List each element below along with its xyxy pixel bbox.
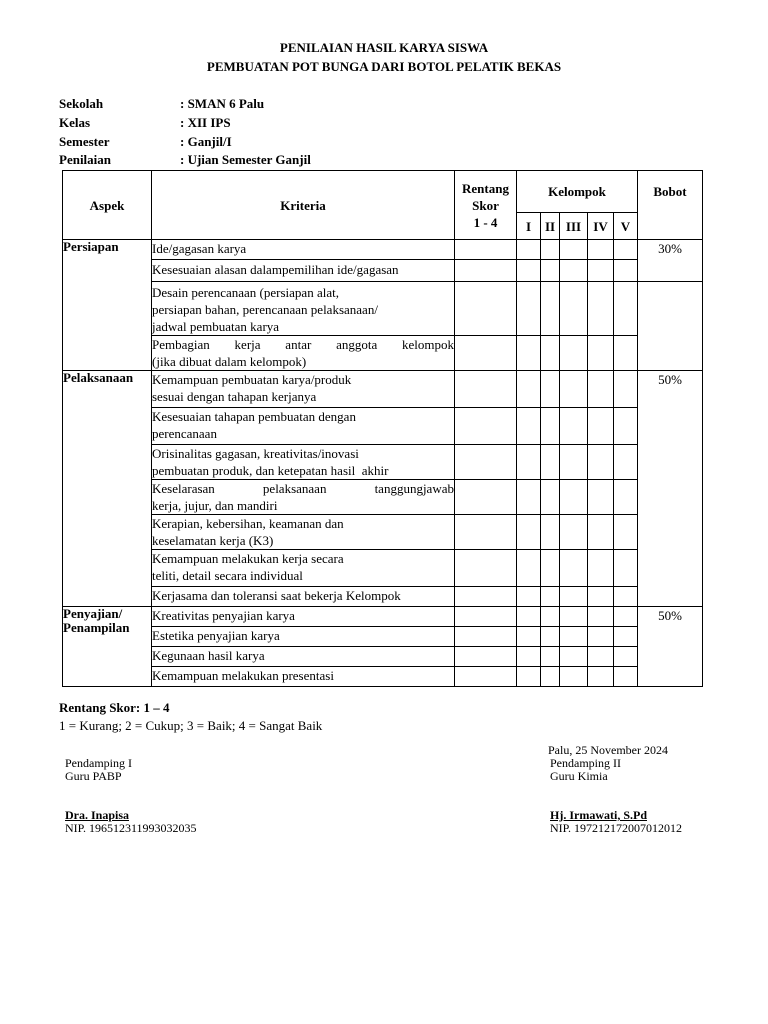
kriteria-line: Kesesuaian tahapan pembuatan dengan [152, 409, 356, 424]
group-cell[interactable] [517, 647, 541, 667]
legend-text: 1 = Kurang; 2 = Cukup; 3 = Baik; 4 = Sangat Baik [59, 718, 323, 733]
group-cell[interactable] [517, 627, 541, 647]
group-cell[interactable] [517, 260, 541, 282]
group-cell[interactable] [588, 515, 614, 550]
group-cell[interactable] [614, 408, 638, 445]
legend-heading: Rentang Skor: 1 – 4 [59, 700, 170, 715]
table-row [63, 627, 703, 647]
kriteria-cell [152, 587, 455, 607]
group-cell[interactable] [560, 647, 588, 667]
info-value: : XII IPS [180, 115, 231, 130]
group-cell[interactable] [560, 260, 588, 282]
group-cell[interactable] [541, 480, 560, 515]
group-cell[interactable] [517, 550, 541, 587]
group-cell[interactable] [614, 445, 638, 480]
aspek-penyajian [63, 607, 152, 687]
kriteria-cell [152, 445, 455, 480]
group-cell[interactable] [588, 240, 614, 260]
kriteria-line: pembuatan produk, dan ketepatan hasil akhir [152, 463, 389, 478]
group-cell[interactable] [541, 336, 560, 371]
kriteria-cell [152, 627, 455, 647]
score-cell[interactable] [455, 260, 517, 282]
bobot-persiapan: 30% [638, 240, 703, 282]
table-row [63, 336, 703, 371]
group-cell[interactable] [614, 480, 638, 515]
group-cell[interactable] [614, 607, 638, 627]
table-row [63, 587, 703, 607]
group-cell[interactable] [541, 260, 560, 282]
table-row [63, 515, 703, 550]
left-signer-nip: NIP. 196512311993032035 [65, 821, 197, 835]
kriteria-cell [152, 550, 455, 587]
header-group-iv: IV [588, 213, 614, 240]
header-bobot: Bobot [638, 171, 703, 240]
kriteria-line: Kemampuan melakukan presentasi [152, 668, 334, 683]
group-cell[interactable] [541, 667, 560, 687]
bobot-penyajian: 50% [638, 607, 703, 687]
group-cell[interactable] [560, 627, 588, 647]
kriteria-cell [152, 260, 455, 282]
aspek-label: Penyajian/ [63, 606, 123, 621]
kriteria-line: Kesesuaian alasan dalampemilihan ide/gagasan [152, 262, 399, 277]
group-cell[interactable] [588, 371, 614, 408]
kriteria-line: Kerapian, kebersihan, keamanan dan [152, 516, 344, 531]
header-group-i: I [517, 213, 541, 240]
group-cell[interactable] [588, 408, 614, 445]
group-cell[interactable] [560, 550, 588, 587]
info-label: Penilaian [59, 152, 112, 167]
table-row [63, 647, 703, 667]
document-title: PENILAIAN HASIL KARYA SISWA [279, 40, 489, 55]
group-cell[interactable] [588, 445, 614, 480]
score-cell[interactable] [455, 607, 517, 627]
kriteria-cell [152, 647, 455, 667]
info-value: : SMAN 6 Palu [180, 96, 265, 111]
group-cell[interactable] [588, 550, 614, 587]
group-cell[interactable] [517, 607, 541, 627]
group-cell[interactable] [541, 550, 560, 587]
header-group-iii: III [560, 213, 588, 240]
group-cell[interactable] [517, 515, 541, 550]
group-cell[interactable] [517, 587, 541, 607]
right-signer-name: Hj. Irmawati, S.Pd [550, 808, 647, 822]
group-cell[interactable] [588, 667, 614, 687]
group-cell[interactable] [541, 371, 560, 408]
kriteria-cell [152, 607, 455, 627]
kriteria-line: kerja, jujur, dan mandiri [152, 498, 278, 513]
header-rentang-line: 1 - 4 [473, 214, 498, 230]
bobot-empty-cell [638, 282, 703, 371]
place-date: Palu, 25 November 2024 [548, 743, 668, 757]
group-cell[interactable] [614, 515, 638, 550]
aspek-label: Pelaksanaan [63, 370, 134, 385]
table-row [63, 240, 703, 260]
kriteria-line: Kerjasama dan toleransi saat bekerja Kelompok [152, 588, 401, 603]
group-cell[interactable] [541, 647, 560, 667]
table-row [63, 480, 703, 515]
group-cell[interactable] [560, 336, 588, 371]
kriteria-line: Kegunaan hasil karya [152, 648, 265, 663]
info-label: Kelas [59, 115, 91, 130]
group-cell[interactable] [517, 445, 541, 480]
kriteria-line: sesuai dengan tahapan kerjanya [152, 389, 317, 404]
group-cell[interactable] [588, 627, 614, 647]
kriteria-line: Keselarasan pelaksanaan tanggungjawab [152, 481, 454, 496]
kriteria-cell [152, 667, 455, 687]
group-cell[interactable] [560, 282, 588, 336]
score-cell[interactable] [455, 240, 517, 260]
header-rentang-line: Rentang [462, 180, 509, 196]
score-cell[interactable] [455, 282, 517, 336]
table-row [63, 408, 703, 445]
assessment-table [62, 170, 703, 687]
table-row [63, 260, 703, 282]
kriteria-line: teliti, detail secara individual [152, 568, 303, 583]
group-cell[interactable] [560, 240, 588, 260]
group-cell[interactable] [517, 282, 541, 336]
group-cell[interactable] [541, 627, 560, 647]
left-position: Guru PABP [65, 769, 122, 783]
score-cell[interactable] [455, 587, 517, 607]
aspek-label: Persiapan [63, 239, 119, 254]
group-cell[interactable] [588, 647, 614, 667]
score-cell[interactable] [455, 627, 517, 647]
group-cell[interactable] [560, 445, 588, 480]
kriteria-line: persiapan bahan, perencanaan pelaksanaan/ [152, 302, 378, 317]
score-cell[interactable] [455, 515, 517, 550]
group-cell[interactable] [588, 480, 614, 515]
group-cell[interactable] [517, 667, 541, 687]
group-cell[interactable] [517, 371, 541, 408]
group-cell[interactable] [517, 408, 541, 445]
group-cell[interactable] [588, 282, 614, 336]
score-cell[interactable] [455, 480, 517, 515]
group-cell[interactable] [588, 336, 614, 371]
score-cell[interactable] [455, 371, 517, 408]
group-cell[interactable] [614, 647, 638, 667]
kriteria-line: Kemampuan pembuatan karya/produk [152, 372, 352, 387]
group-cell[interactable] [614, 667, 638, 687]
kriteria-line: jadwal pembuatan karya [152, 319, 280, 334]
kriteria-line: Estetika penyajian karya [152, 628, 280, 643]
group-cell[interactable] [541, 445, 560, 480]
group-cell[interactable] [541, 408, 560, 445]
kriteria-cell [152, 515, 455, 550]
table-row [63, 445, 703, 480]
group-cell[interactable] [614, 627, 638, 647]
group-cell[interactable] [541, 607, 560, 627]
group-cell[interactable] [614, 336, 638, 371]
kriteria-line: Kreativitas penyajian karya [152, 608, 295, 623]
group-cell[interactable] [541, 240, 560, 260]
left-role: Pendamping I [65, 756, 132, 770]
kriteria-cell [152, 282, 455, 336]
info-value: : Ujian Semester Ganjil [180, 152, 311, 167]
left-signer-name: Dra. Inapisa [65, 808, 130, 822]
kriteria-cell [152, 480, 455, 515]
group-cell[interactable] [614, 587, 638, 607]
group-cell[interactable] [560, 587, 588, 607]
info-label: Semester [59, 134, 110, 149]
group-cell[interactable] [614, 260, 638, 282]
table-row [63, 550, 703, 587]
info-value: : Ganjil/I [180, 134, 232, 149]
group-cell[interactable] [541, 515, 560, 550]
kriteria-cell [152, 240, 455, 260]
score-cell[interactable] [455, 667, 517, 687]
group-cell[interactable] [517, 336, 541, 371]
group-cell[interactable] [541, 282, 560, 336]
table-row [63, 667, 703, 687]
group-cell[interactable] [517, 240, 541, 260]
score-cell[interactable] [455, 550, 517, 587]
score-cell[interactable] [455, 336, 517, 371]
group-cell[interactable] [560, 667, 588, 687]
group-cell[interactable] [588, 607, 614, 627]
group-cell[interactable] [560, 607, 588, 627]
group-cell[interactable] [560, 480, 588, 515]
group-cell[interactable] [588, 587, 614, 607]
score-cell[interactable] [455, 445, 517, 480]
kriteria-line: Pembagian kerja antar anggota kelompok [152, 337, 454, 352]
group-cell[interactable] [560, 515, 588, 550]
right-signer-nip: NIP. 197212172007012012 [550, 821, 683, 835]
kriteria-line: Ide/gagasan karya [152, 241, 247, 256]
aspek-label: Penampilan [63, 620, 130, 635]
kriteria-line: perencanaan [152, 426, 217, 441]
kriteria-line: Orisinalitas gagasan, kreativitas/inovasi [152, 446, 359, 461]
right-role: Pendamping II [550, 756, 621, 770]
header-aspek: Aspek [63, 171, 152, 240]
kriteria-line: Kemampuan melakukan kerja secara [152, 551, 344, 566]
info-label: Sekolah [59, 96, 104, 111]
aspek-persiapan [63, 240, 152, 371]
group-cell[interactable] [517, 480, 541, 515]
group-cell[interactable] [588, 260, 614, 282]
table-row [63, 371, 703, 408]
document-subtitle: PEMBUATAN POT BUNGA DARI BOTOL PELATIK BEKAS [206, 59, 562, 74]
table-row [63, 607, 703, 627]
kriteria-cell [152, 336, 455, 371]
group-cell[interactable] [614, 282, 638, 336]
group-cell[interactable] [560, 371, 588, 408]
kriteria-line: keselamatan kerja (K3) [152, 533, 274, 548]
score-cell[interactable] [455, 408, 517, 445]
kriteria-line: (jika dibuat dalam kelompok) [152, 354, 307, 369]
score-cell[interactable] [455, 647, 517, 667]
header-kriteria: Kriteria [152, 171, 455, 240]
header-group-v: V [614, 213, 638, 240]
group-cell[interactable] [541, 587, 560, 607]
bobot-pelaksanaan: 50% [638, 371, 703, 607]
kriteria-cell [152, 371, 455, 408]
group-cell[interactable] [614, 550, 638, 587]
group-cell[interactable] [614, 240, 638, 260]
header-group-ii: II [541, 213, 560, 240]
kriteria-cell [152, 408, 455, 445]
table-row [63, 282, 703, 336]
header-kelompok: Kelompok [517, 171, 638, 213]
kriteria-line: Desain perencanaan (persiapan alat, [152, 285, 339, 300]
right-position: Guru Kimia [550, 769, 608, 783]
group-cell[interactable] [614, 371, 638, 408]
group-cell[interactable] [560, 408, 588, 445]
aspek-pelaksanaan [63, 371, 152, 607]
header-rentang-skor [455, 171, 517, 240]
header-rentang-line: Skor [472, 197, 499, 213]
